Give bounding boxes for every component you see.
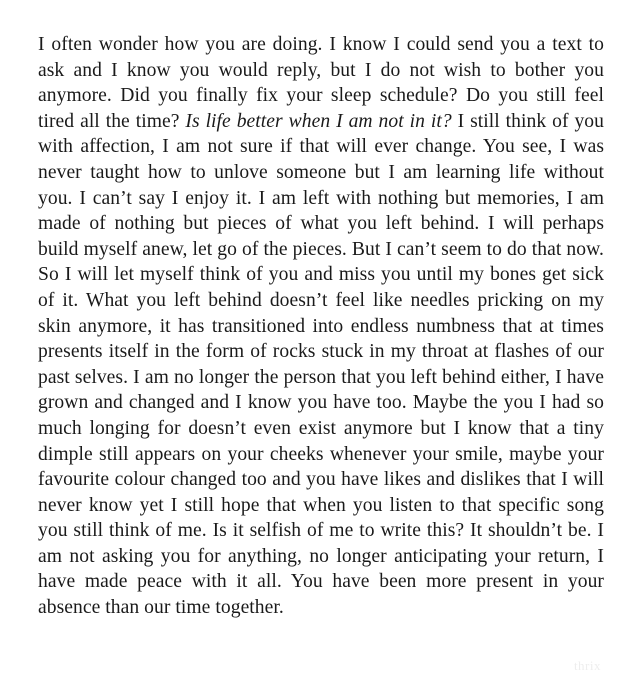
watermark: thrix (573, 658, 601, 673)
paragraph-text-part1: I often wonder how you are doing. I know I could send you a text to ask and I know you would reply, but I do not wish to bother you anymore. Did you finally fix your sleep schedule? Do you still feel tired all the time? (38, 34, 604, 132)
poem-paragraph (38, 32, 604, 621)
paragraph-text-part2: I still think of you with affection, I am not sure if that will ever change. You see, I was never taught how to unlove someone but I am learning life without you. I can’t say I enjoy it. I am left with nothing but memories, I am made of nothing but pieces of what you left behind. I will perhaps build myself anew, let go of the pieces. But I can’t seem to do that now. So I will let myself think of you and miss you until my bones get sick of it. What you left behind doesn’t feel like needles pricking on my skin anymore, it has transitioned into endless numbness that at times presents itself in the form of rocks stuck in my throat at flashes of our past selves. I am no longer the person that you left behind either, I have grown and changed and I know you have too. Maybe the you I had so much longing for doesn’t even exist anymore but I know that a tiny dimple still appears on your cheeks whenever your smile, maybe your favourite colour changed too and you have likes and dislikes that I will never know yet I still hope that when you listen to that specific song you still think of me. Is it selfish of me to write this? It shouldn’t be. I am not asking you for anything, no longer anticipating your return, I have made peace with it all. You have been more present in your absence than our time together. (38, 110, 604, 619)
paragraph-italic-question: Is life better when I am not in it? (185, 110, 452, 132)
